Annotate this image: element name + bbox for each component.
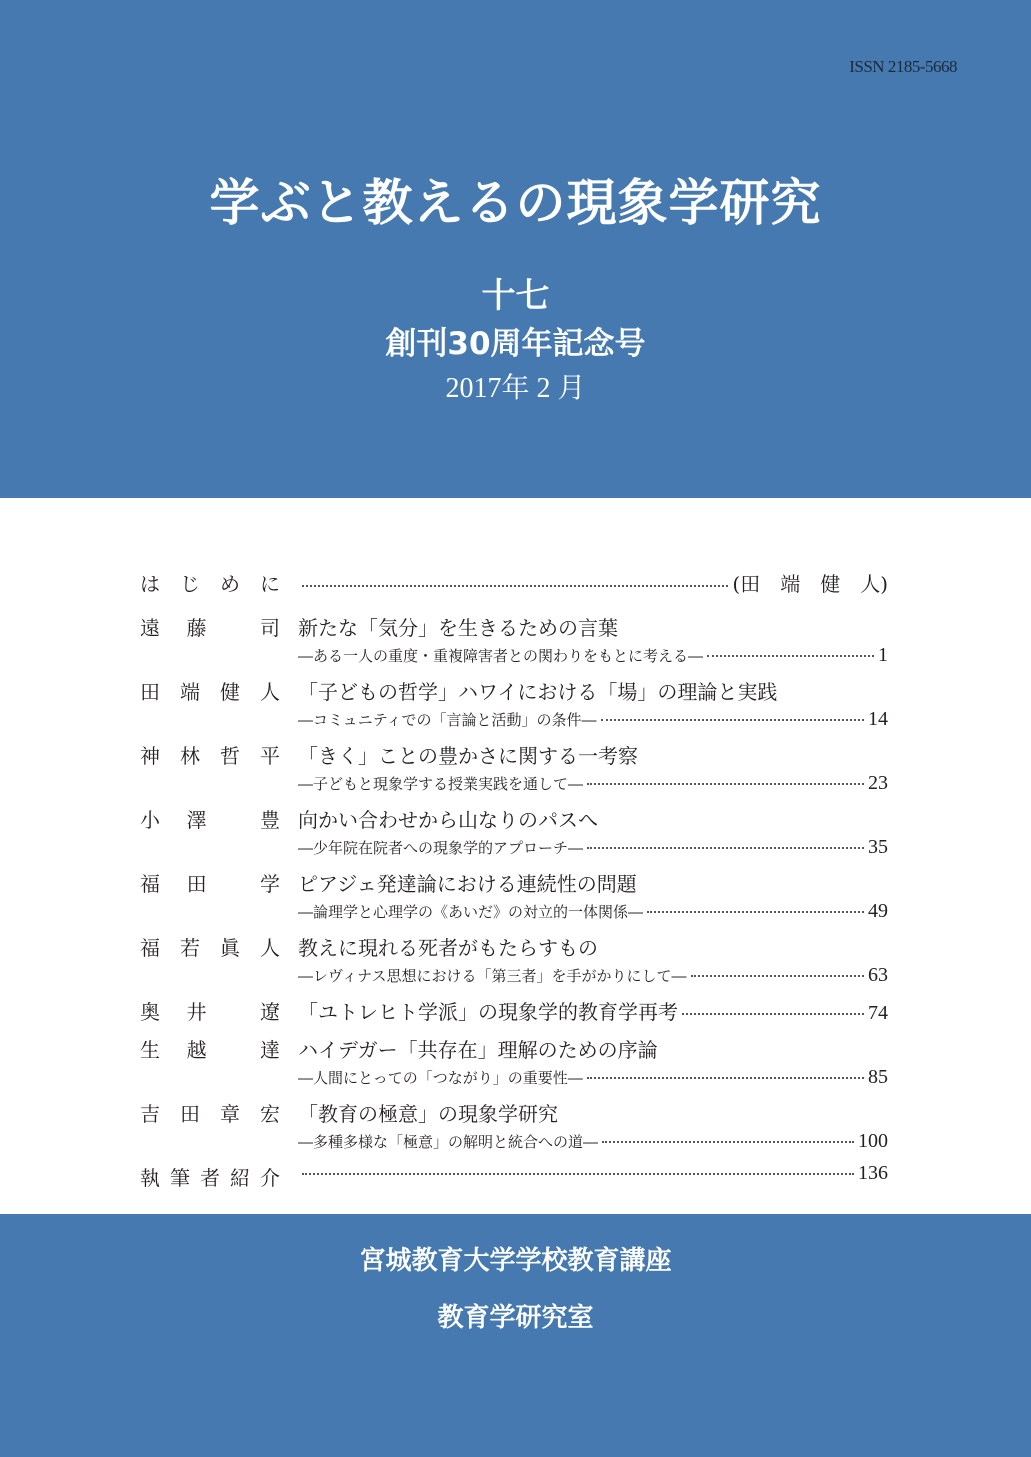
leader-dots	[691, 975, 864, 977]
toc-author: 福 田 学	[140, 872, 280, 896]
toc-page: 49	[868, 900, 888, 922]
toc-title: 「教育の極意」の現象学研究	[298, 1102, 558, 1126]
toc-page: 63	[868, 964, 888, 986]
toc-author: 遠 藤 司	[140, 616, 280, 640]
toc-title: 「子どもの哲学」ハワイにおける「場」の理論と実践	[298, 680, 778, 704]
toc-author: 田 端 健 人	[140, 680, 280, 704]
volume-number: 十七	[481, 276, 550, 316]
toc-page: 35	[868, 836, 888, 858]
toc-page: 14	[868, 708, 888, 730]
leader-dots	[587, 1077, 864, 1079]
toc-title: 「きく」ことの豊かさに関する一考察	[298, 744, 638, 768]
toc-page: 136	[858, 1162, 888, 1184]
toc-subtitle: ―レヴィナス思想における「第三者」を手がかりにして―	[298, 967, 687, 985]
leader-dots	[602, 1141, 854, 1143]
toc-author: 福 若 眞 人	[140, 936, 280, 960]
toc-title: 向かい合わせから山なりのパスへ	[298, 808, 598, 832]
journal-title: 学ぶと教えるの現象学研究	[209, 173, 822, 232]
toc-title: 「ユトレヒト学派」の現象学的教育学再考	[298, 1000, 678, 1024]
toc-author: 執 筆 者 紹 介	[140, 1166, 280, 1190]
toc-subtitle: ―少年院在院者への現象学的アプローチ―	[298, 839, 584, 857]
anniversary-label: 創刊30周年記念号	[385, 326, 646, 362]
toc-author: 神 林 哲 平	[140, 744, 280, 768]
toc-title: ピアジェ発達論における連続性の問題	[298, 872, 637, 896]
toc-title: 教えに現れる死者がもたらすもの	[298, 936, 598, 960]
publisher-name: 宮城教育大学学校教育講座	[359, 1246, 672, 1276]
toc-subtitle: ―人間にとっての「つながり」の重要性―	[298, 1069, 583, 1087]
toc-title: ハイデガー「共存在」理解のための序論	[298, 1038, 658, 1062]
toc-page: 74	[868, 1002, 888, 1024]
toc-subtitle: ―コミュニティでの「言論と活動」の条件―	[298, 711, 597, 729]
toc-page: 85	[868, 1066, 888, 1088]
leader-dots	[682, 1013, 864, 1015]
leader-dots	[302, 1173, 854, 1175]
toc-subtitle: ―多種多様な「極意」の解明と統合への道―	[298, 1133, 599, 1151]
toc-author: は じ め に	[140, 572, 280, 596]
toc-subtitle: ―論理学と心理学の《あいだ》の対立的一体関係―	[298, 903, 644, 921]
leader-dots	[601, 719, 864, 721]
toc-page: 100	[858, 1130, 888, 1152]
toc-author: 小 澤 豊	[140, 808, 280, 832]
publisher-department: 教育学研究室	[437, 1303, 594, 1333]
toc-author: 奥 井 遼	[140, 1000, 280, 1024]
issn-number: ISSN 2185-5668	[849, 57, 957, 76]
toc-subtitle: ―ある一人の重度・重複障害者との関わりをもとに考える―	[298, 647, 704, 665]
toc-subtitle: ―子どもと現象学する授業実践を通して―	[298, 775, 584, 793]
leader-dots	[587, 783, 864, 785]
leader-dots	[587, 847, 864, 849]
toc-author: 吉 田 章 宏	[140, 1102, 280, 1126]
leader-dots	[647, 911, 864, 913]
issue-date: 2017年 2 月	[445, 373, 586, 404]
leader-dots	[302, 585, 728, 587]
toc-page: 1	[878, 644, 888, 666]
toc-page: 23	[868, 772, 888, 794]
toc-trailing: (田 端 健 人)	[732, 572, 888, 596]
toc-author: 生 越 達	[140, 1038, 280, 1062]
toc-title: 新たな「気分」を生きるための言葉	[298, 616, 618, 640]
leader-dots	[707, 655, 874, 657]
